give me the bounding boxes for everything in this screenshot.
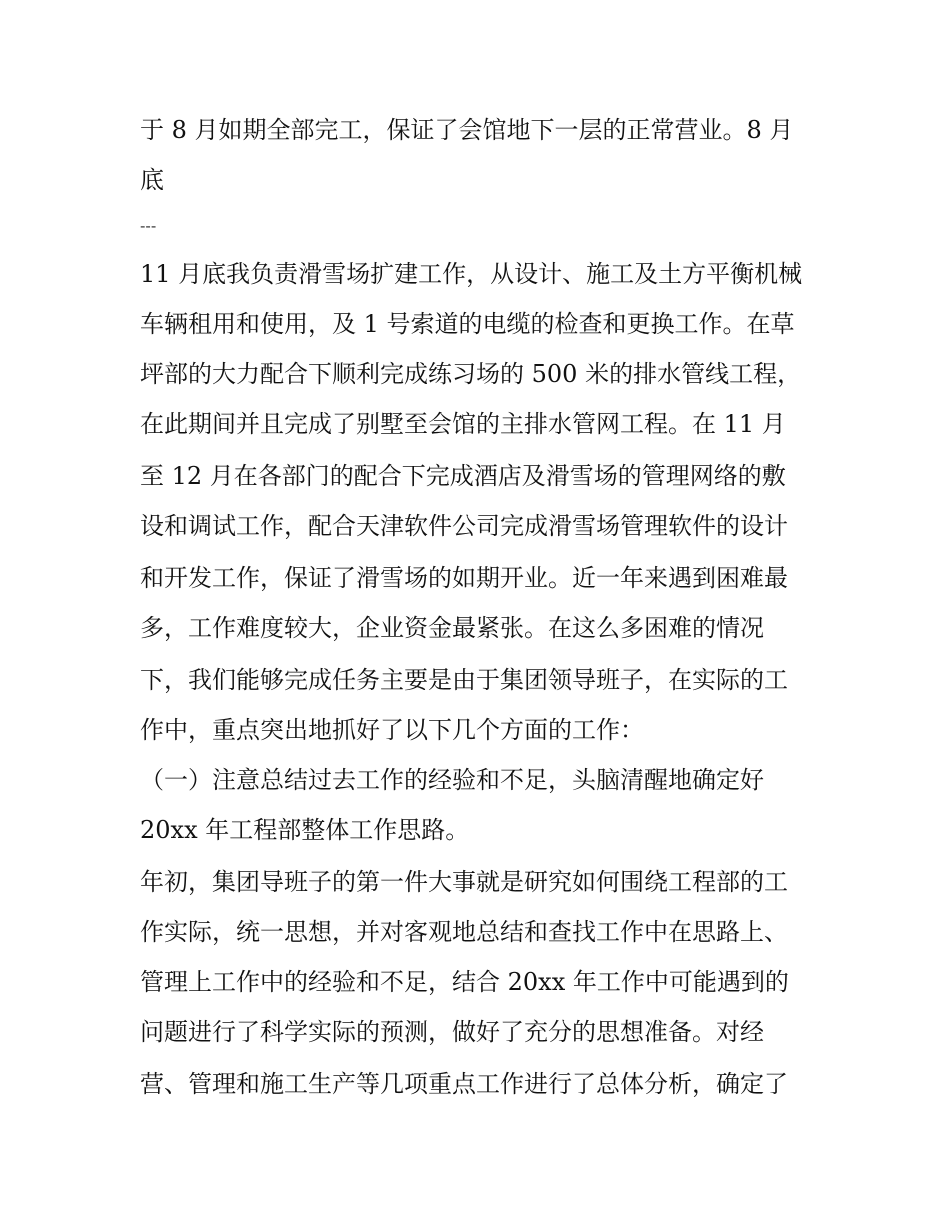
text-line: 底: [140, 166, 164, 194]
text-line: 和开发工作，保证了滑雪场的如期开业。近一年来遇到困难最: [140, 564, 788, 592]
text-line: 在此期间并且完成了别墅至会馆的主排水管网工程。在 11 月: [140, 410, 786, 438]
text-line: 于 8 月如期全部完工，保证了会馆地下一层的正常营业。8 月: [140, 116, 794, 144]
text-line: 下，我们能够完成任务主要是由于集团领导班子，在实际的工: [140, 666, 788, 694]
text-line: 营、管理和施工生产等几项重点工作进行了总体分析，确定了: [140, 1070, 788, 1098]
text-line: 坪部的大力配合下顺利完成练习场的 500 米的排水管线工程，: [140, 360, 802, 388]
text-line: 11 月底我负责滑雪场扩建工作，从设计、施工及土方平衡机械: [140, 260, 803, 288]
text-line: 车辆租用和使用，及 1 号索道的电缆的检查和更换工作。在草: [140, 310, 795, 338]
text-line: 20xx 年工程部整体工作思路。: [140, 816, 470, 844]
text-line: 设和调试工作，配合天津软件公司完成滑雪场管理软件的设计: [140, 512, 788, 540]
text-line: 作中，重点突出地抓好了以下几个方面的工作：: [140, 716, 644, 744]
text-line: 年初，集团导班子的第一件大事就是研究如何围绕工程部的工: [140, 868, 788, 896]
text-line: 多，工作难度较大，企业资金最紧张。在这么多困难的情况: [140, 614, 764, 642]
text-line: 管理上工作中的经验和不足，结合 20xx 年工作中可能遇到的: [140, 968, 789, 996]
text-line: 作实际，统一思想，并对客观地总结和查找工作中在思路上、: [140, 918, 788, 946]
section-separator: ---: [140, 217, 157, 235]
text-line: （一）注意总结过去工作的经验和不足，头脑清醒地确定好: [140, 766, 764, 794]
text-line: 至 12 月在各部门的配合下完成酒店及滑雪场的管理网络的敷: [140, 462, 786, 490]
text-line: 问题进行了科学实际的预测，做好了充分的思想准备。对经: [140, 1018, 764, 1046]
